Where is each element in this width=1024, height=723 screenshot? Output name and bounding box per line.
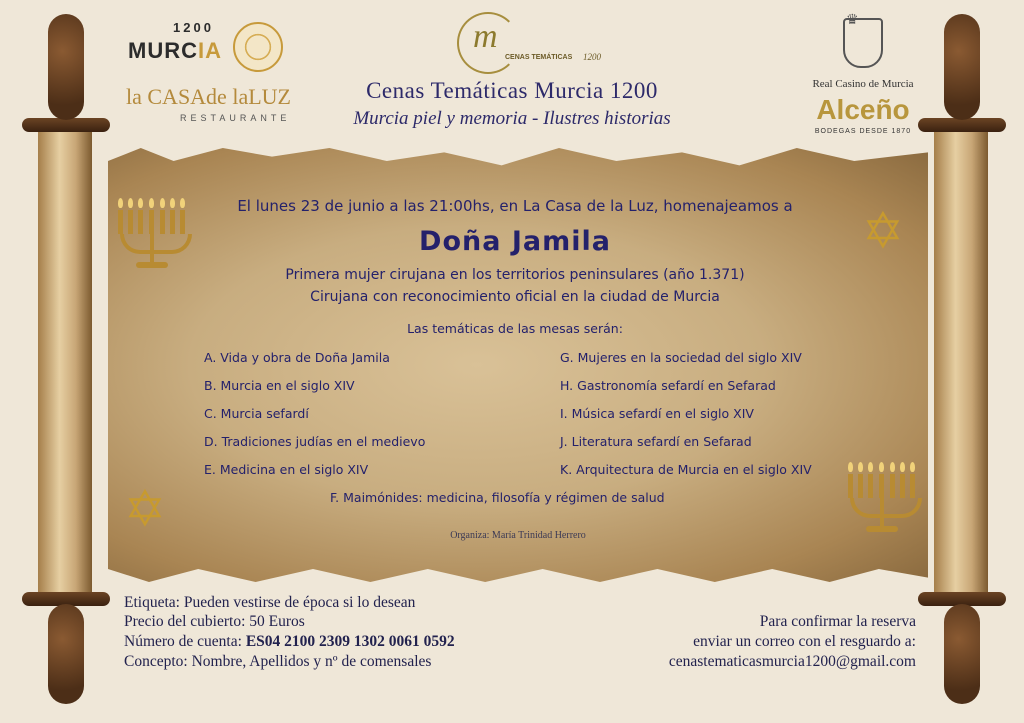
casa-de-la-luz-logo bbox=[126, 80, 296, 130]
topics-heading: Las temáticas de las mesas serán: bbox=[407, 321, 623, 336]
logo-main: la CASAde laLUZ bbox=[126, 84, 291, 109]
payment-concept: Concepto: Nombre, Apellidos y nº de comensales bbox=[124, 653, 432, 670]
logo-text: CENAS TEMÁTICAS bbox=[505, 54, 573, 61]
topic-item: C. Murcia sefardí bbox=[204, 406, 309, 421]
honoree-description-1: Primera mujer cirujana en los territorios peninsulares (año 1.371) bbox=[285, 267, 745, 283]
menorah-icon bbox=[846, 460, 918, 538]
page-title: Cenas Temáticas Murcia 1200 bbox=[366, 78, 658, 103]
left-top-handle bbox=[48, 14, 84, 120]
honoree-name: Doña Jamila bbox=[419, 226, 611, 257]
cenas-tematicas-logo bbox=[455, 12, 615, 74]
brand-name: Alceño bbox=[816, 94, 910, 125]
seal-icon bbox=[233, 22, 283, 72]
contact-email[interactable]: cenastematicasmurcia1200@gmail.com bbox=[668, 653, 916, 670]
topic-item: D. Tradiciones judías en el medievo bbox=[204, 434, 426, 449]
logo-word: MURCIA bbox=[128, 38, 222, 63]
left-top-cap bbox=[22, 118, 110, 132]
crown-icon: ♛ bbox=[846, 13, 859, 28]
topic-item: E. Medicina en el siglo XIV bbox=[204, 462, 369, 477]
topic-item: K. Arquitectura de Murcia en el siglo XIV bbox=[560, 462, 812, 477]
page-subtitle: Murcia piel y memoria - Ilustres historias bbox=[353, 108, 671, 129]
star-of-david-icon: ✡ bbox=[862, 203, 904, 259]
logo-number: 1200 bbox=[173, 20, 214, 35]
casino-alceno-logo bbox=[808, 13, 918, 138]
casino-name: Real Casino de Murcia bbox=[812, 78, 914, 90]
honoree-description-2: Cirujana con reconocimiento oficial en la ciudad de Murcia bbox=[310, 289, 720, 305]
topic-item: A. Vida y obra de Doña Jamila bbox=[204, 350, 390, 365]
monogram: m bbox=[473, 18, 498, 55]
star-of-david-icon: ✡ bbox=[124, 481, 166, 537]
topic-item: G. Mujeres en la sociedad del siglo XIV bbox=[560, 350, 802, 365]
topic-item: I. Música sefardí en el siglo XIV bbox=[560, 406, 754, 421]
confirm-line-2: enviar un correo con el resguardo a: bbox=[693, 633, 916, 650]
dress-code: Etiqueta: Pueden vestirse de época si lo desean bbox=[124, 594, 416, 611]
brand-tagline: BODEGAS DESDE 1870 bbox=[814, 128, 912, 135]
right-top-cap bbox=[918, 118, 1006, 132]
murcia-1200-logo bbox=[128, 20, 288, 70]
logo-year: 1200 bbox=[583, 52, 601, 62]
topic-item: B. Murcia en el siglo XIV bbox=[204, 378, 355, 393]
left-roller bbox=[38, 132, 92, 598]
topic-item: F. Maimónides: medicina, filosofía y régimen de salud bbox=[330, 490, 665, 505]
left-bottom-handle bbox=[48, 604, 84, 704]
account-number: Número de cuenta: ES04 2100 2309 1302 0061 0592 bbox=[124, 633, 455, 650]
right-roller bbox=[934, 132, 988, 598]
topic-item: H. Gastronomía sefardí en Sefarad bbox=[560, 378, 776, 393]
logo-sub: RESTAURANTE bbox=[180, 113, 291, 123]
right-bottom-handle bbox=[944, 604, 980, 704]
right-top-handle bbox=[944, 14, 980, 120]
event-intro: El lunes 23 de junio a las 21:00hs, en La Casa de la Luz, homenajeamos a bbox=[237, 197, 793, 215]
price: Precio del cubierto: 50 Euros bbox=[124, 613, 305, 630]
topic-item: J. Literatura sefardí en Sefarad bbox=[560, 434, 752, 449]
confirm-line-1: Para confirmar la reserva bbox=[759, 613, 916, 630]
organizer: Organiza: María Trinidad Herrero bbox=[450, 530, 586, 541]
